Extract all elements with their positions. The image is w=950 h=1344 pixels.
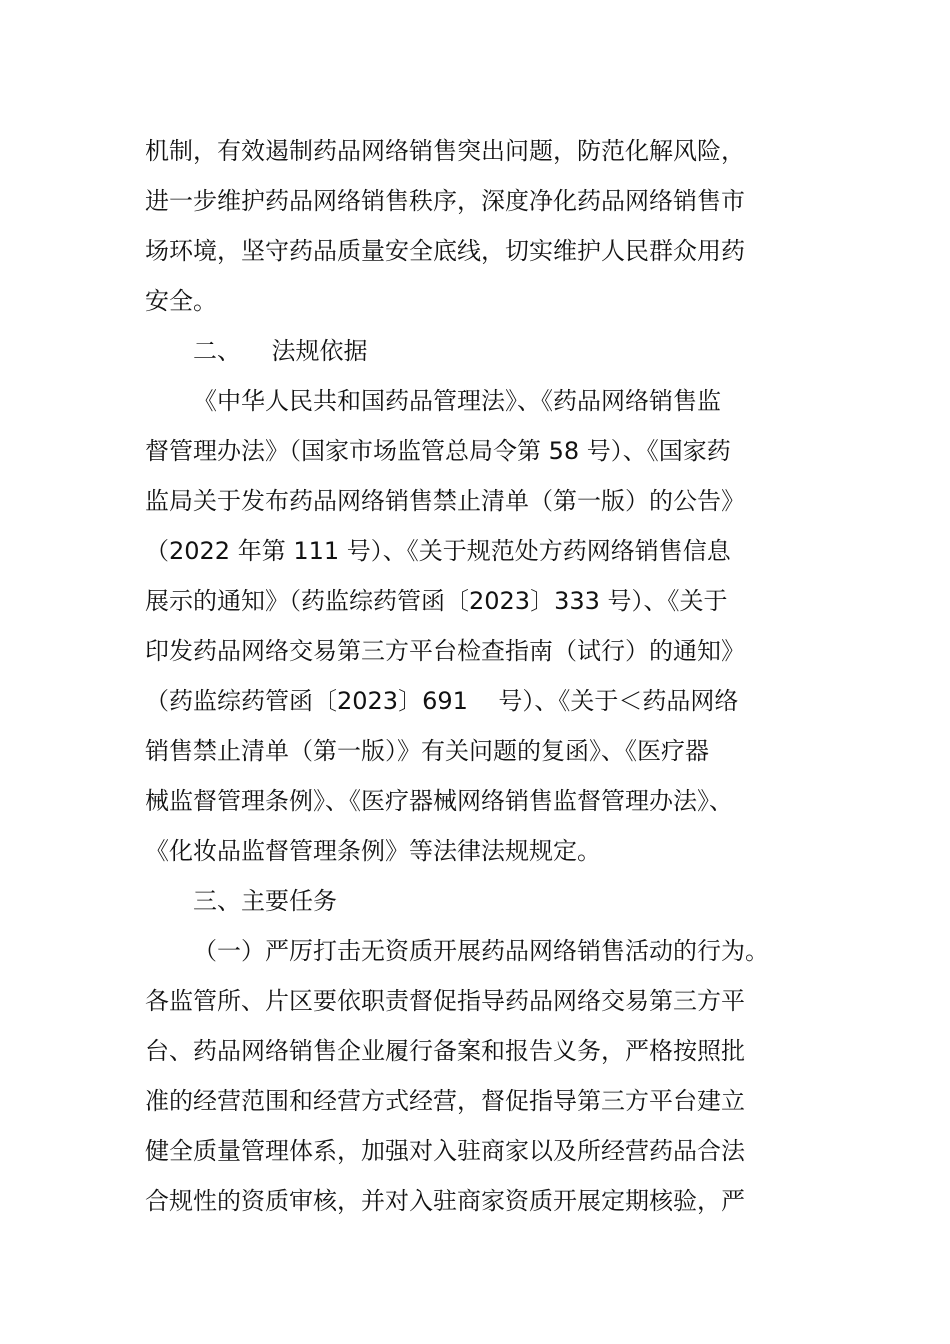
paragraph-line: 《中华人民共和国药品管理法》、《药品网络销售监 bbox=[193, 387, 721, 415]
paragraph-line: 督管理办法》（国家市场监管总局令第 58 号）、《国家药 bbox=[145, 437, 731, 465]
paragraph-line: 《化妆品监督管理条例》等法律法规规定。 bbox=[145, 837, 601, 865]
paragraph-line: 安全。 bbox=[145, 287, 217, 315]
paragraph-line: 印发药品网络交易第三方平台检查指南（试行）的通知》 bbox=[145, 637, 745, 665]
paragraph-line: 展示的通知》（药监综药管函〔2023〕333 号）、《关于 bbox=[145, 587, 728, 615]
paragraph-line: 合规性的资质审核，并对入驻商家资质开展定期核验，严 bbox=[145, 1187, 745, 1215]
section-heading-legal-basis: 二、 法规依据 bbox=[193, 337, 368, 365]
paragraph-line: 监局关于发布药品网络销售禁止清单（第一版）的公告》 bbox=[145, 487, 745, 515]
paragraph-line: 健全质量管理体系，加强对入驻商家以及所经营药品合法 bbox=[145, 1137, 745, 1165]
paragraph-line: 各监管所、片区要依职责督促指导药品网络交易第三方平 bbox=[145, 987, 745, 1015]
paragraph-line: 销售禁止清单（第一版）》有关问题的复函》、《医疗器 bbox=[145, 737, 709, 765]
paragraph-line: 进一步维护药品网络销售秩序，深度净化药品网络销售市 bbox=[145, 187, 745, 215]
section-heading-main-tasks: 三、主要任务 bbox=[193, 887, 337, 915]
paragraph-line: 准的经营范围和经营方式经营，督促指导第三方平台建立 bbox=[145, 1087, 745, 1115]
subsection-heading: （一）严厉打击无资质开展药品网络销售活动的行为。 bbox=[193, 937, 769, 965]
paragraph-line: 机制，有效遏制药品网络销售突出问题，防范化解风险， bbox=[145, 137, 745, 165]
paragraph-line: （2022 年第 111 号）、《关于规范处方药网络销售信息 bbox=[145, 537, 731, 565]
paragraph-line: 台、药品网络销售企业履行备案和报告义务，严格按照批 bbox=[145, 1037, 745, 1065]
paragraph-line: 场环境，坚守药品质量安全底线，切实维护人民群众用药 bbox=[145, 237, 745, 265]
paragraph-line: 械监督管理条例》、《医疗器械网络销售监督管理办法》、 bbox=[145, 787, 733, 815]
paragraph-line: （药监综药管函〔2023〕691 号）、《关于＜药品网络 bbox=[145, 687, 739, 715]
